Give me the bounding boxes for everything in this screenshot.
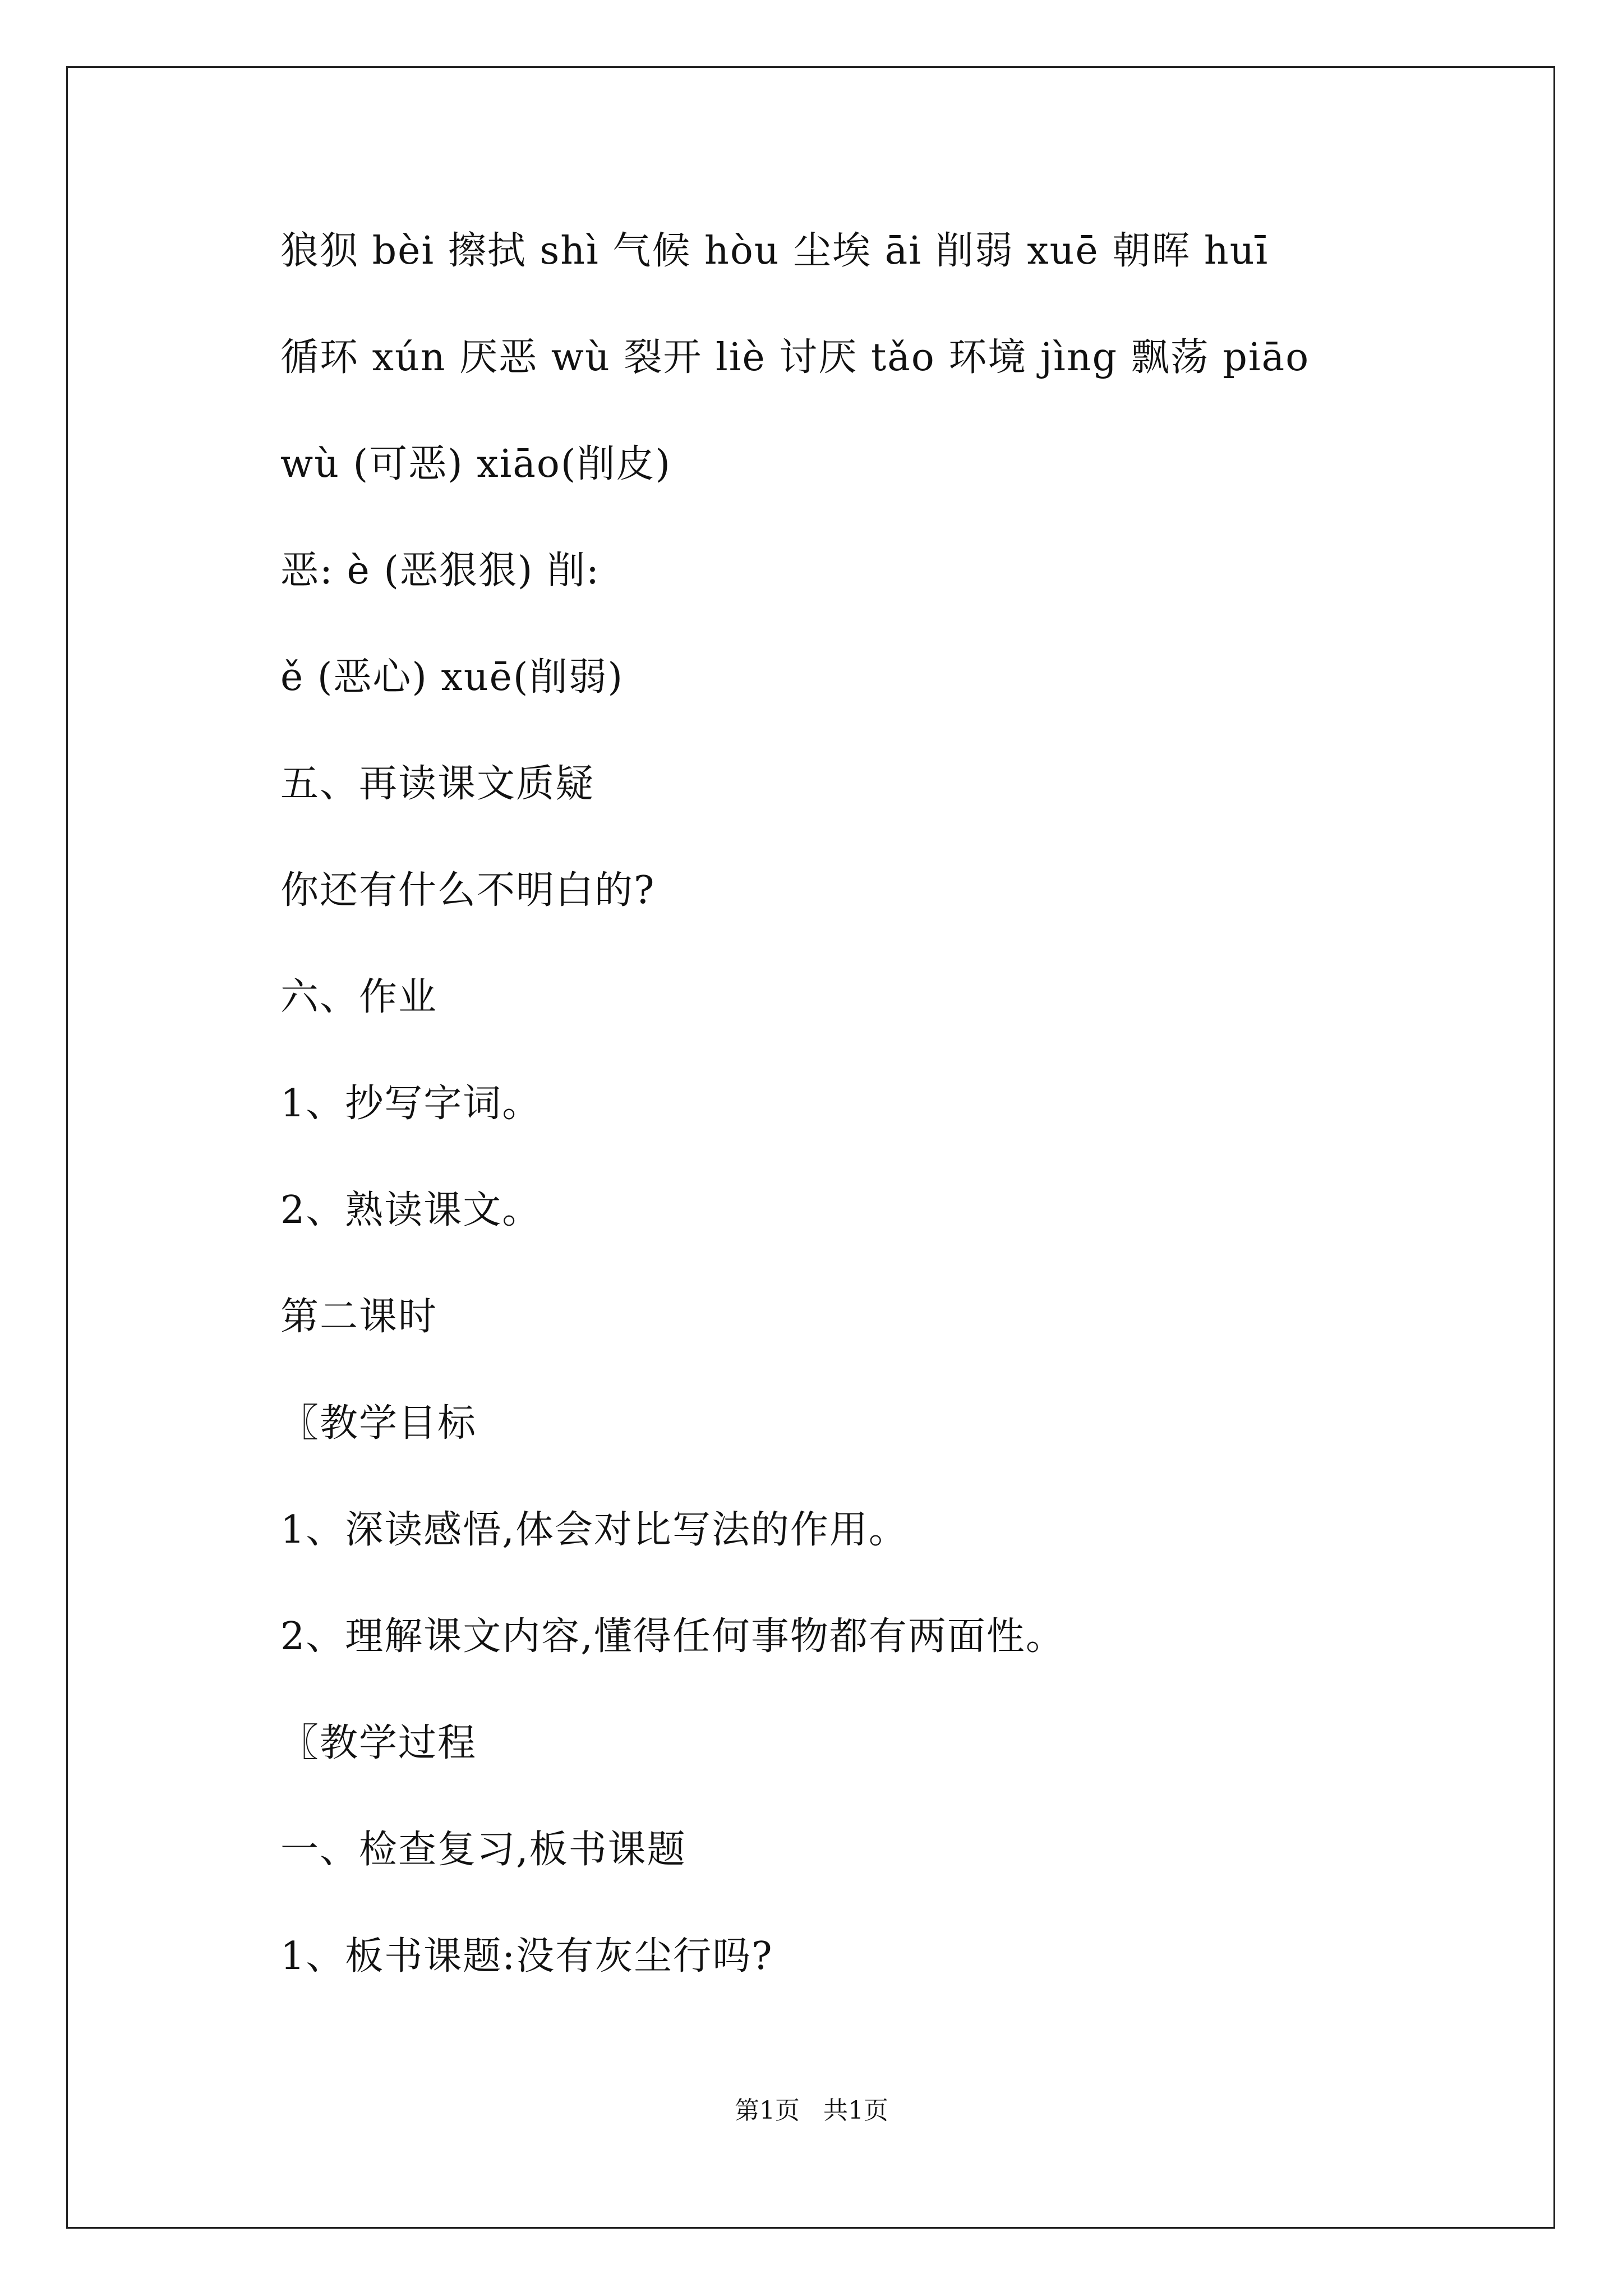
list-item: 2、理解课文内容,懂得任何事物都有两面性。	[280, 1614, 1065, 1659]
section-heading: 五、再读课文质疑	[280, 762, 595, 806]
list-item: 1、深读感悟,体会对比写法的作用。	[280, 1508, 908, 1552]
pinyin-line-5: ě (恶心) xuē(削弱)	[280, 655, 624, 700]
list-item: 2、熟读课文。	[280, 1188, 542, 1232]
section-heading: 六、作业	[280, 975, 438, 1019]
pinyin-line-2: 循环 xún 厌恶 wù 裂开 liè 讨厌 tǎo 环境 jìng 飘荡 piāo	[280, 335, 1310, 380]
list-item: 1、板书课题:没有灰尘行吗?	[280, 1934, 773, 1978]
page-footer: 第1页 共1页	[735, 2096, 888, 2125]
pinyin-line-4: 恶: è (恶狠狠) 削:	[280, 549, 600, 593]
section-heading: 〖教学目标	[280, 1401, 477, 1446]
pinyin-line-1: 狼狈 bèi 擦拭 shì 气候 hòu 尘埃 āi 削弱 xuē 朝晖 huī	[280, 229, 1269, 273]
list-item: 1、抄写字词。	[280, 1082, 542, 1126]
section-heading: 一、检查复习,板书课题	[280, 1828, 686, 1872]
document-body	[280, 0, 1458, 2019]
pinyin-line-3: wù (可恶) xiāo(削皮)	[280, 442, 671, 486]
section-heading: 〖教学过程	[280, 1721, 477, 1765]
section-heading: 第二课时	[280, 1295, 438, 1339]
paragraph: 你还有什么不明白的?	[280, 868, 656, 913]
